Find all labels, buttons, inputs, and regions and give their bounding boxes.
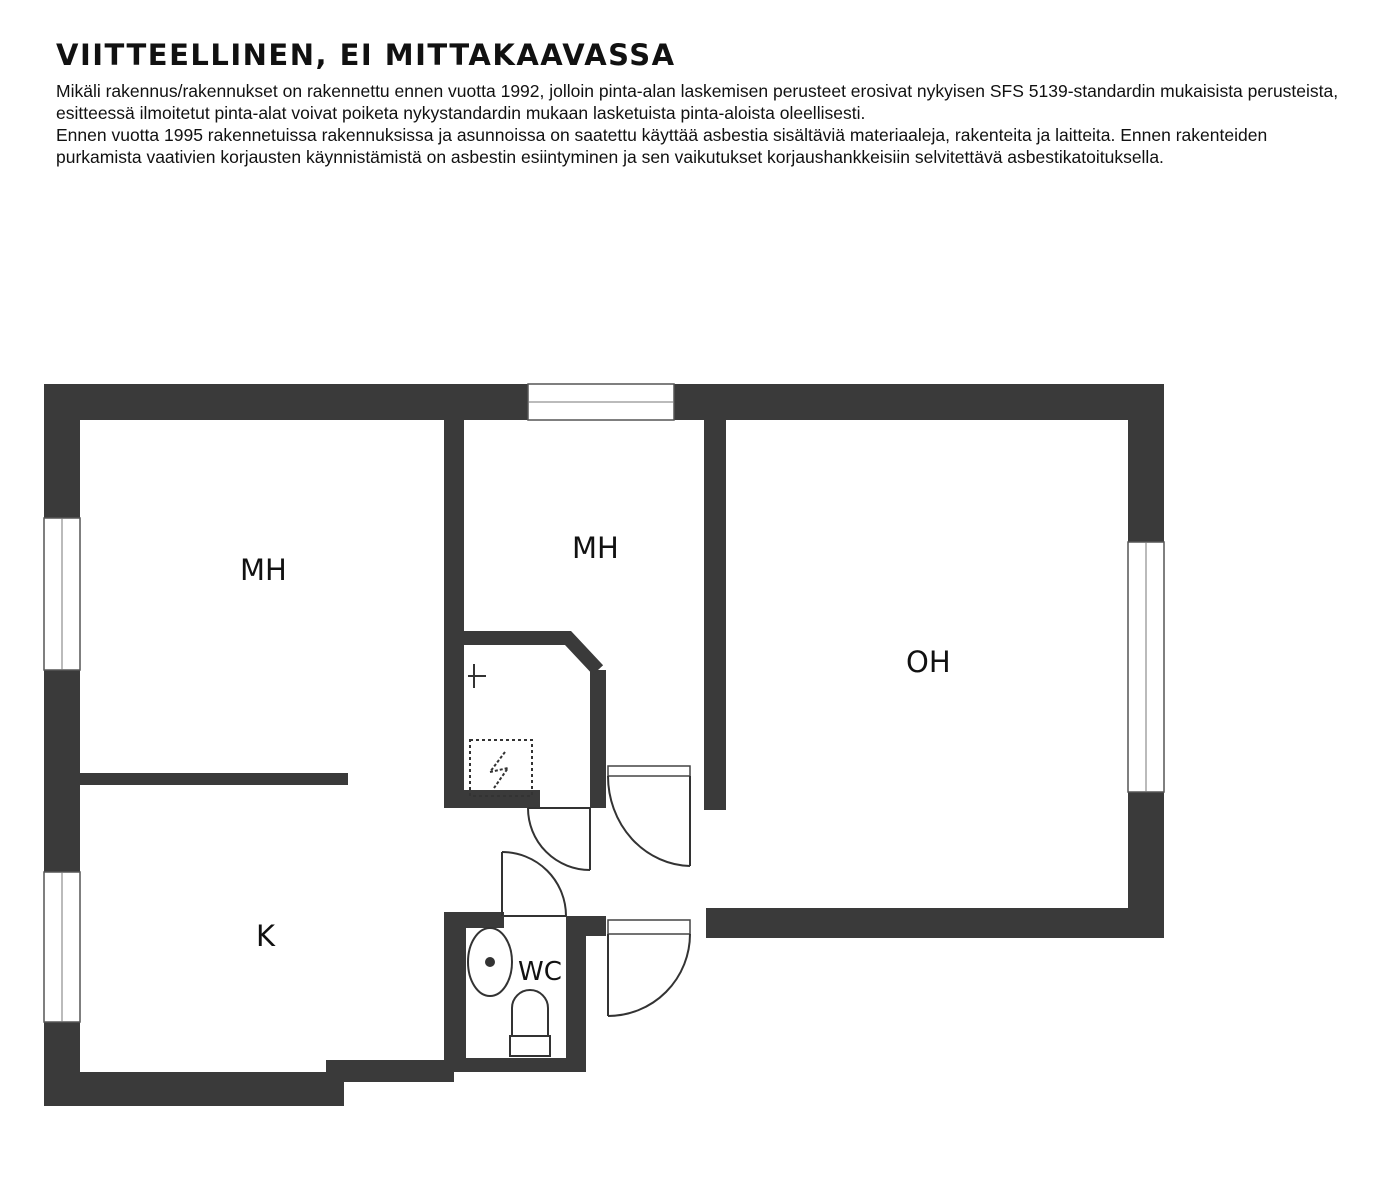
room-label-toilet: WC	[518, 957, 562, 987]
asbestos-disclaimer-text: Ennen vuotta 1995 rakennetuissa rakennuksissa ja asunnoissa on saatettu käyttää asbestia sisältäviä materiaaleja, rakenteita ja laitteita. Ennen rakenteiden purkamista vaativien korjausten käynnistämistä on asbestin esiintyminen ja sen vaikutukset korjaushankkeisiin selvitettävä asbestikatoituksella.	[56, 125, 1268, 167]
room-label-bedroom-left: MH	[240, 553, 287, 587]
bathroom-outline	[464, 638, 598, 670]
room-label-kitchen: K	[256, 919, 276, 953]
shower-icon	[470, 740, 532, 796]
door-bathroom	[528, 808, 590, 870]
room-label-living-room: OH	[906, 645, 951, 679]
faucet-icon	[468, 664, 486, 688]
door-wc	[502, 852, 566, 916]
page-title: VIITTEELLINEN, EI MITTAKAAVASSA	[56, 38, 676, 72]
walls	[44, 384, 1164, 1106]
sink-icon	[468, 928, 512, 996]
door-living-room	[608, 766, 690, 866]
toilet-icon	[510, 990, 550, 1056]
area-disclaimer-text: Mikäli rakennus/rakennukset on rakennettu ennen vuotta 1992, jolloin pinta-alan laskemisen perusteet erosivat nykyisen SFS 5139-standardin mukaisista perusteista, esitteessä ilmoitetut pinta-alat voivat poiketa nykystandardin mukaan lasketuista pinta-aloista oleellisesti.	[56, 81, 1339, 123]
door-entrance	[608, 920, 690, 1016]
room-label-bedroom-middle: MH	[572, 531, 619, 565]
